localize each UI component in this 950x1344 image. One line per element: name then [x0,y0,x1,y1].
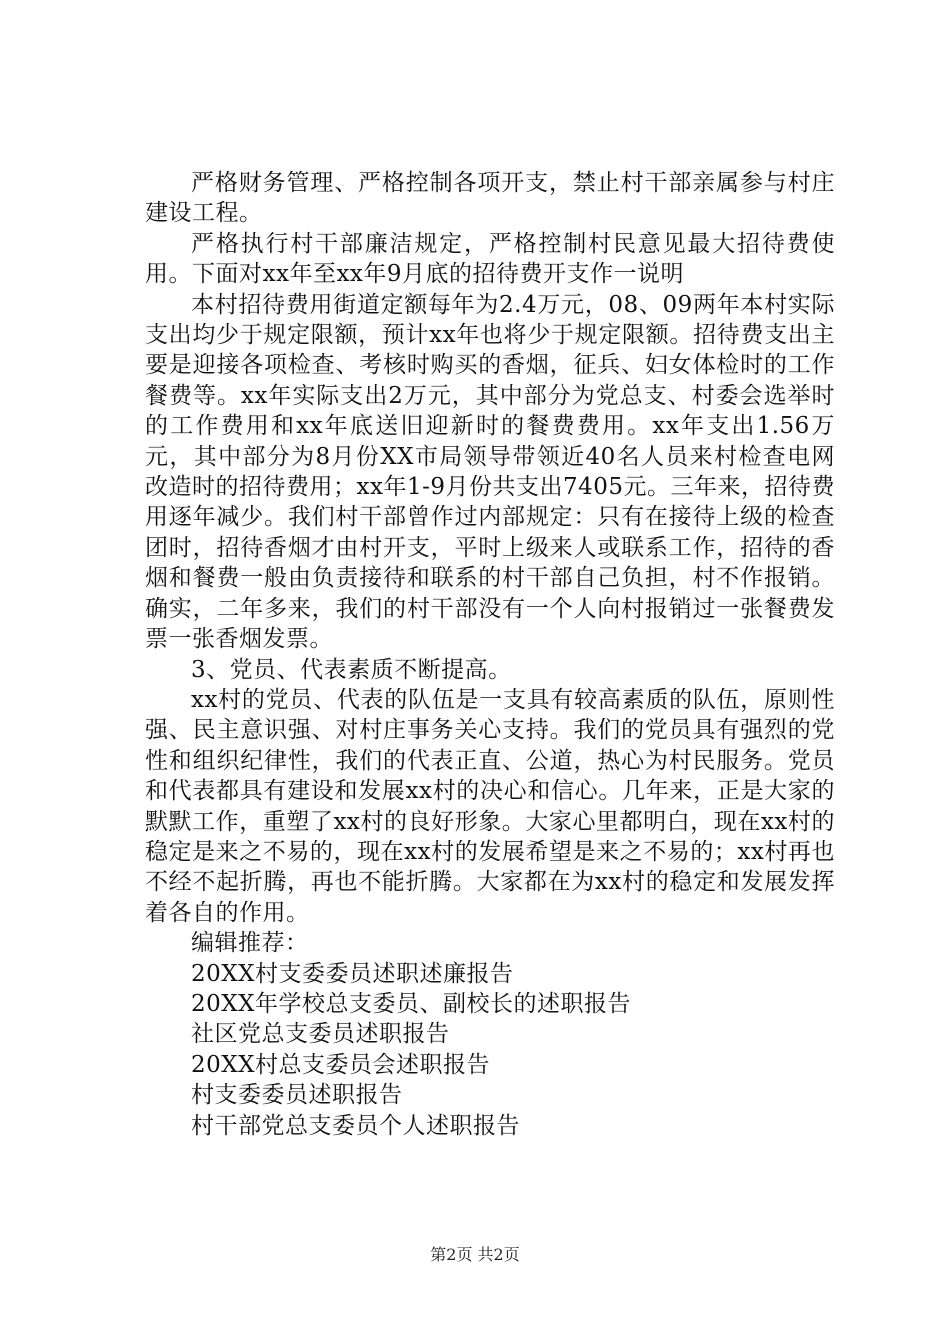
paragraph: 严格执行村干部廉洁规定，严格控制村民意见最大招待费使用。下面对xx年至xx年9月底的招待费开支作一说明 [145,230,835,288]
recommendation-link[interactable]: 村干部党总支委员个人述职报告 [191,1112,520,1139]
recommendation-link[interactable]: 村支委委员述职报告 [191,1082,403,1109]
paragraph: xx村的党员、代表的队伍是一支具有较高素质的队伍，原则性强、民主意识强、对村庄事务关心支持。我们的党员具有强烈的党性和组织纪律性，我们的代表正直、公道，热心为村民服务。党员和代表都具有建设和发展xx村的决心和信心。几年来，正是大家的默默工作，重塑了xx村的良好形象。大家心里都明白，现在xx村的稳定是来之不易的，现在xx村的发展希望是来之不易的；xx村再也不经不起折腾，再也不能折腾。大家都在为xx村的稳定和发展发挥着各自的作用。 [145,686,835,926]
recommendation-link[interactable]: 20XX村支委委员述职述廉报告 [191,960,514,987]
recommendations-heading: 编辑推荐： [191,930,309,957]
recommendation-link[interactable]: 20XX村总支委员会述职报告 [191,1051,491,1078]
paragraph: 本村招待费用街道定额每年为2.4万元，08、09两年本村实际支出均少于规定限额，预计xx年也将少于规定限额。招待费支出主要是迎接各项检查、考核时购买的香烟，征兵、妇女体检时的工作餐费等。xx年实际支出2万元，其中部分为党总支、村委会选举时的工作费用和xx年底送旧迎新时的餐费费用。xx年支出1.56万元，其中部分为8月份XX市局领导带领近40名人员来村检查电网改造时的招待费用；xx年1-9月份共支出7405元。三年来，招待费用逐年减少。我们村干部曾作过内部规定：只有在接待上级的检查团时，招待香烟才由村开支，平时上级来人或联系工作，招待的香烟和餐费一般由负责接待和联系的村干部自己负担，村不作报销。确实，二年多来，我们的村干部没有一个人向村报销过一张餐费发票一张香烟发票。 [145,291,836,653]
page-number-footer: 第2页 共2页 [430,1245,520,1264]
recommendation-link[interactable]: 20XX年学校总支委员、副校长的述职报告 [191,990,632,1017]
paragraph: 严格财务管理、严格控制各项开支，禁止村干部亲属参与村庄建设工程。 [145,170,835,227]
section-heading: 3、党员、代表素质不断提高。 [191,656,512,683]
recommendation-link[interactable]: 社区党总支委员述职报告 [191,1021,450,1048]
document-body [145,168,835,1141]
